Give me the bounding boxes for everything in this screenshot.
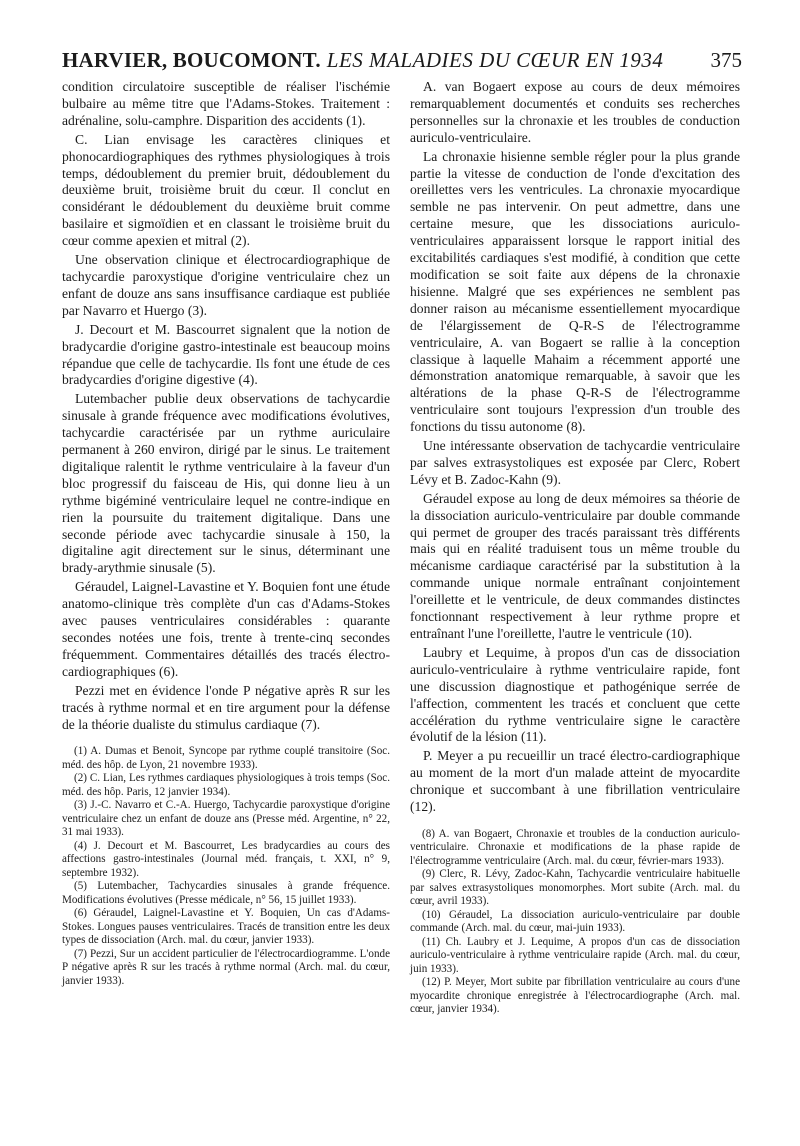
footnote: (6) Géraudel, Laignel-Lavastine et Y. Boquien, Un cas d'Adams-Stokes. Longues pauses ventriculaires. Tracés de transition entre les deux types de dissociation (Arch. mal. du cœur, janvier 1933).	[62, 907, 390, 947]
paragraph: Pezzi met en évidence l'onde P négative après R sur les tracés à rythme normal et en tire argument pour la défense de la théorie dualiste du stimulus cardiaque (7).	[62, 682, 390, 732]
paragraph: Une intéressante observation de tachycardie ventriculaire par salves extrasystoliques est exposée par Clerc, Robert Lévy et B. Zadoc-Kahn (9).	[410, 438, 740, 487]
header-authors: HARVIER, BOUCOMONT.	[62, 48, 321, 72]
footnote: (5) Lutembacher, Tachycardies sinusales à grande fréquence. Modifications évolutives (Presse médicale, n° 56, 15 juillet 1933).	[62, 880, 390, 906]
footnote: (10) Géraudel, La dissociation auriculo-ventriculaire par double commande (Arch. mal. du cœur, mai-juin 1933).	[410, 908, 740, 935]
paragraph: A. van Bogaert expose au cours de deux mémoires remarquablement documentés et conduits ses recherches personnelles sur la chronaxie et les troubles de conduction auriculo-ventriculaire.	[410, 79, 740, 145]
paragraph: P. Meyer a pu recueillir un tracé électro-cardiographique au moment de la mort d'un malade atteint de myocardite chronique et succombant à une fibrillation ventriculaire (12).	[410, 748, 740, 815]
footnote: (3) J.-C. Navarro et C.-A. Huergo, Tachycardie paroxystique d'origine ventriculaire chez un enfant de douze ans (Presse méd. Argentine, n° 22, 31 mai 1933).	[62, 799, 390, 839]
paragraph: La chronaxie hisienne semble régler pour la plus grande partie la vitesse de conduction de l'onde d'excitation des oreillettes vers les ventricules. La chronaxie myocardique semble ne pas intervenir. On peut admettre, dans une certaine mesure, que les dissociations auriculo-ventriculaires apparaissent lorsque le rapport initial des excitabilités cardiaques s'est modifié, à condition que cette modification se soit faite aux dépens de la chronaxie hisienne. Malgré que ses expériences ne semblent pas donner raison au mécanisme essentiellement myocardique de l'élargissement de Q-R-S de l'électrogramme ventriculaire, A. van Bogaert se rallie à la conception classique à laquelle Mahaim a récemment apporté une démonstration anatomique remarquable, à savoir que les altérations de la phase Q-R-S de l'électrogramme ventriculaire sont toujours l'expression d'un trouble des fonctions du tissu autonome (8).	[410, 148, 740, 435]
footnote: (4) J. Decourt et M. Bascourret, Les bradycardies au cours des affections gastro-intestinales (Journal méd. français, t. XXI, n° 9, septembre 1932).	[62, 839, 390, 879]
paragraph: Lutembacher publie deux observations de tachycardie sinusale à grande fréquence avec modifications évolutives, tachycardie caractérisée par un rythme auriculaire permanent à 260 environ, dirigé par le sinus. Le traitement digitalique ralentit le rythme ventriculaire à la faveur d'un bloc progressif du faisceau de His, qui donne lieu à un rythme bigéminé ventriculaire lequel ne contre-indique en rien la poursuite du traitement digitalique. Dans une seconde période avec tachycardie sinusale à 150, la digitaline agit directement sur le sinus, déterminant une brady-arythmie sinusale (5).	[62, 391, 390, 576]
footnote: (11) Ch. Laubry et J. Lequime, A propos d'un cas de dissociation auriculo-ventriculaire à rythme ventriculaire rapide (Arch. mal. du cœur, juin 1933).	[410, 935, 740, 975]
footnotes	[62, 745, 390, 988]
footnotes	[410, 828, 740, 1017]
paragraph: C. Lian envisage les caractères cliniques et phonocardiographiques des rythmes physiologiques à trois temps, dédoublement du premier bruit, dédoublement du deuxième bruit, troisième bruit du cœur. Il conclut en considérant le dédoublement du deuxième bruit comme basilaire et sigmoïdien et en classant le troisième bruit du cœur comme apexien et mitral (2).	[62, 131, 390, 249]
footnote: (12) P. Meyer, Mort subite par fibrillation ventriculaire au cours d'une myocardite chronique enregistrée à l'électrocardiographe (Arch. mal. cœur, janvier 1934).	[410, 976, 740, 1016]
right-column	[410, 79, 740, 1017]
footnote: (9) Clerc, R. Lévy, Zadoc-Kahn, Tachycardie ventriculaire habituelle par salves extrasystoliques monomorphes. Mort subite (Arch. mal. du cœur, avril 1933).	[410, 868, 740, 908]
left-column	[62, 79, 390, 988]
paragraph: Laubry et Lequime, à propos d'un cas de dissociation auriculo-ventriculaire à rythme ventriculaire rapide, font une discussion diagnostique et pathogénique serrée de l'affection, commentent les tracés et concluent que cette accélération du rythme ventriculaire signe le caractère évolutif de la lésion (11).	[410, 644, 740, 745]
footnote: (1) A. Dumas et Benoit, Syncope par rythme couplé transitoire (Soc. méd. des hôp. de Lyon, 21 novembre 1933).	[62, 745, 390, 771]
footnote: (7) Pezzi, Sur un accident particulier de l'électrocardiogramme. L'onde P négative après R sur les tracés à rythme normal (Arch. mal. du cœur, janvier 1933).	[62, 947, 390, 987]
page-number: 375	[710, 48, 742, 72]
footnote: (8) A. van Bogaert, Chronaxie et troubles de la conduction auriculo-ventriculaire. Chronaxie et modifications de la phase rapide de l'électrogramme ventriculaire (Arch. mal. du cœur, février-mars 1933).	[410, 827, 740, 867]
paragraph: Une observation clinique et électrocardiographique de tachycardie paroxystique d'origine ventriculaire chez un enfant de douze ans sans insuffisance cardiaque est publiée par Navarro et Huergo (3).	[62, 252, 390, 318]
header-title: LES MALADIES DU CŒUR EN 1934	[326, 48, 664, 72]
paragraph: J. Decourt et M. Bascourret signalent que la notion de bradycardie d'origine gastro-intestinale est beaucoup moins répandue que celle de tachycardie. Ils font une étude de ces bradycardies d'origine digestive (4).	[62, 321, 390, 388]
paragraph: Géraudel, Laignel-Lavastine et Y. Boquien font une étude anatomo-clinique très complète d'un cas d'Adams-Stokes avec pauses ventriculaires considérables : quarante secondes notées une fois, trente à trente-cinq secondes fréquemment. Commentaires détaillés des tracés électro-cardiographiques (6).	[62, 579, 390, 679]
footnote: (2) C. Lian, Les rythmes cardiaques physiologiques à trois temps (Soc. méd. des hôp. Paris, 12 janvier 1934).	[62, 772, 390, 798]
paragraph: condition circulatoire susceptible de réaliser l'ischémie bulbaire au même titre que l'Adams-Stokes. Traitement : adrénaline, solu-camphre. Disparition des accidents (1).	[62, 79, 390, 128]
paragraph: Géraudel expose au long de deux mémoires sa théorie de la dissociation auriculo-ventriculaire par double commande qui permet de grouper des tracés paraissant très différents mais qui en réalité traduisent tous un même trouble du mécanisme cardiaque caractérisé par la substitution à la commande unique normale entraînant conjointement l'oreillette et le ventricule, de deux commandes distinctes fonctionnant respectivement à leur rythme propre et entraînant l'une l'oreillette, l'autre le ventricule (10).	[410, 490, 740, 641]
running-header	[62, 48, 742, 78]
